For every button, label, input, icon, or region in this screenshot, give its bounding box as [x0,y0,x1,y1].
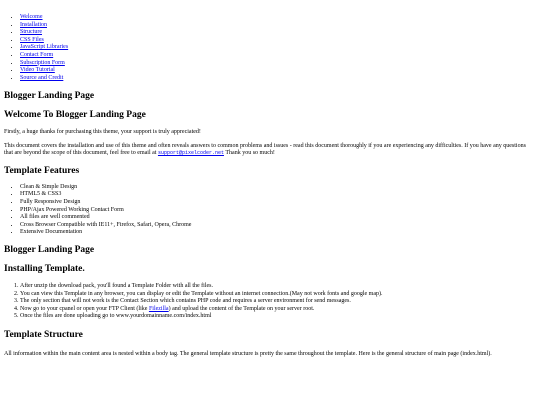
section-heading-installing: Installing Template. [4,264,85,274]
section-heading-template-features: Template Features [4,165,80,176]
toc-link-video-tutorial[interactable]: Video Tutorial [20,67,55,74]
install-step: 5. Once the files are done uploading go to www.yourdomainname.com/index.html [20,313,532,321]
welcome-thanks-paragraph: Firstly, a huge thanks for purchasing this theme, your support is truly appreciated! [4,129,201,136]
toc-link-source-credit[interactable]: Source and Credit [20,74,64,81]
install-step: 2. You can view this Template in any browser, you can display or edit the Template without an internet connection.(May not work fonts and google map). [20,291,532,299]
filezilla-link[interactable]: Filezilla [148,305,169,312]
install-steps-list [4,283,532,321]
features-list [4,184,532,237]
toc-link-structure[interactable]: Structure [20,29,42,36]
toc-link-javascript-libraries[interactable]: JavaScript Libraries [20,44,69,51]
section-heading-blogger-landing-page: Blogger Landing Page [4,91,95,102]
toc-link-contact-form[interactable]: Contact Form [20,51,54,58]
install-step-text: Now go to your cpanel or open your FTP Client (like [20,305,149,312]
welcome-thanks-text: Thank you so much! [223,150,275,157]
table-of-contents [4,14,532,82]
feature-item: • Fully Responsive Design [20,199,532,207]
toc-link-css-files[interactable]: CSS Files [20,36,44,43]
feature-item: • HTML5 & CSS3 [20,191,532,199]
documentation-page [4,14,532,358]
welcome-intro-text: This document covers the installation and use of this theme and often reveals answers to common problems and issues - read this document thoroughly if you are experiencing any difficulties. If you have any questions that are beyond the scope of this document, feel free to email at [4,142,526,157]
toc-item-javascript-libraries [20,44,532,52]
toc-item-contact-form [20,52,532,60]
toc-item-subscription-form [20,60,532,68]
install-step: 1. After unzip the download pack, you'll found a Template Folder with all the files. [20,283,532,291]
toc-item-video-tutorial [20,67,532,75]
toc-link-installation[interactable]: Installation [20,21,47,28]
section-heading-blogger-landing-page-2: Blogger Landing Page [4,245,95,255]
feature-item: • Cross Browser Compatible with IE11+, Firefox, Safari, Opera, Chrome [20,222,532,230]
section-heading-welcome: Welcome To Blogger Landing Page [4,110,146,121]
install-step-text: ) and upload the content of the Template on your server root. [168,305,315,312]
install-step: 3. The only section that will not work is the Contact Section which contains PHP code and requires a server environment for send messages. [20,298,532,306]
toc-item-structure [20,29,532,37]
welcome-intro-paragraph [4,143,532,158]
toc-item-source-credit [20,75,532,83]
toc-item-css-files [20,37,532,45]
feature-item: • Clean & Simple Design [20,184,532,192]
toc-item-welcome [20,14,532,22]
toc-link-welcome[interactable]: Welcome [20,14,43,20]
toc-link-subscription-form[interactable]: Subscription Form [20,59,65,66]
section-heading-template-structure: Template Structure [4,329,83,340]
support-email-link[interactable]: support@pixelcoder.net [157,150,224,157]
feature-item: • All files are well commented [20,214,532,222]
structure-paragraph: All information within the main content area is nested within a body tag. The general template structure is pretty the same throughout the template. Here is the general structure of main page (index.html). [4,350,492,357]
toc-item-installation [20,22,532,30]
feature-item: • Extensive Documentation [20,229,532,237]
feature-item: • PHP/Ajax Powered Working Contact Form [20,207,532,215]
